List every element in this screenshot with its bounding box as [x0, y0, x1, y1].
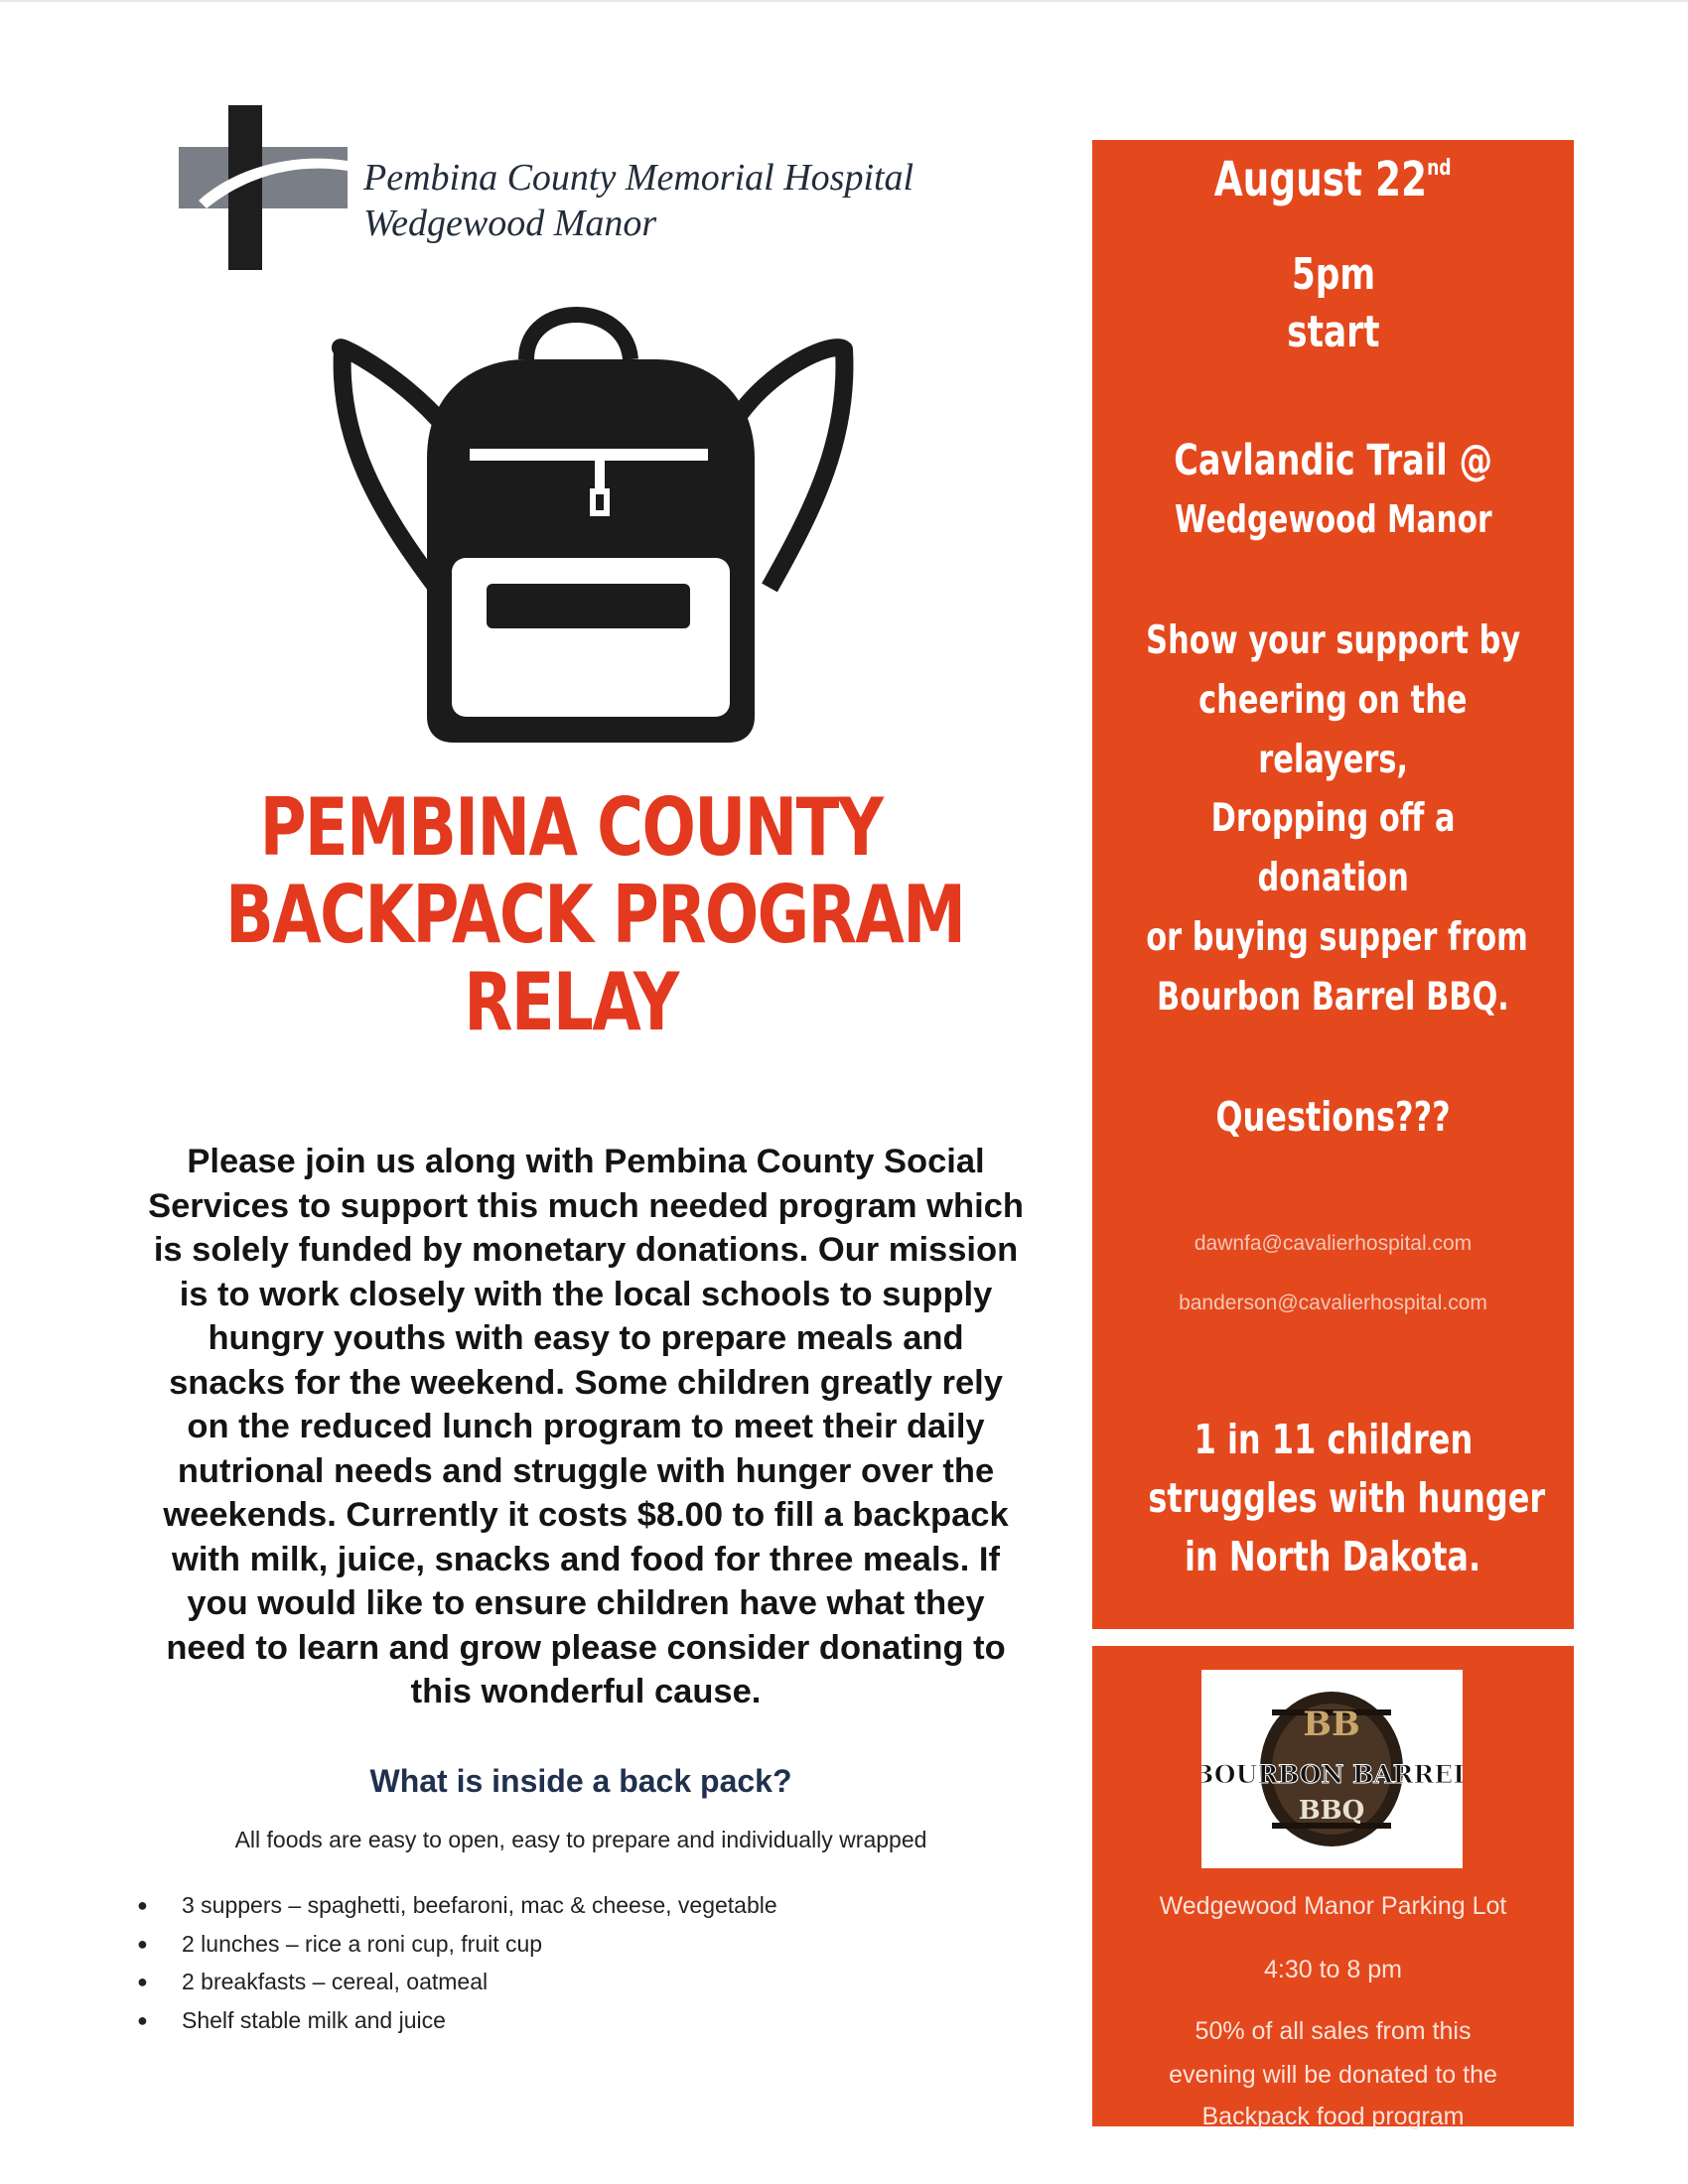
- list-item-text: 2 breakfasts – cereal, oatmeal: [182, 1969, 489, 1994]
- contact-email-link[interactable]: banderson@cavalierhospital.com: [1179, 1292, 1487, 1314]
- title-line3: RELAY: [464, 956, 678, 1048]
- organization-name: [363, 155, 914, 246]
- support-line: [1092, 738, 1574, 782]
- support-line: [1092, 678, 1574, 723]
- bbq-logo-sub: BBQ: [1298, 1796, 1365, 1826]
- list-item-text: 3 suppers – spaghetti, beefaroni, mac & cheese, vegetable: [182, 1892, 777, 1918]
- bbq-hours: 4:30 to 8 pm: [1264, 1956, 1402, 1983]
- support-line-text: or buying supper from: [1146, 915, 1528, 960]
- support-line: [1092, 856, 1574, 900]
- support-line-text: Bourbon Barrel BBQ.: [1157, 975, 1509, 1020]
- event-start: [1092, 307, 1574, 357]
- support-line: [1092, 796, 1574, 841]
- event-date-suffix: nd: [1427, 156, 1452, 181]
- description-line: snacks for the weekend. Some children greatly rely: [169, 1363, 1003, 1402]
- list-item: [129, 1925, 777, 1964]
- program-description: [79, 1140, 1092, 1714]
- event-title: [225, 781, 965, 1048]
- description-line: with milk, juice, snacks and food for three meals. If: [172, 1540, 1000, 1578]
- bourbon-barrel-logo: [1201, 1670, 1463, 1868]
- bbq-note-line: 50% of all sales from this: [1195, 2017, 1472, 2045]
- title-line1: PEMBINA COUNTY: [259, 781, 883, 874]
- description-line: hungry youths with easy to prepare meals and: [208, 1319, 964, 1357]
- bbq-note-line: Backpack food program: [1201, 2103, 1465, 2130]
- description-line: you would like to ensure children have what they: [187, 1584, 985, 1622]
- list-item: [129, 1963, 777, 2001]
- bbq-panel: [1092, 1646, 1574, 2130]
- support-line: [1092, 915, 1574, 960]
- event-start-text: start: [1286, 307, 1380, 357]
- description-line: Please join us along with Pembina County Social: [187, 1143, 985, 1180]
- list-item-text: Shelf stable milk and juice: [182, 2006, 446, 2033]
- description-line: weekends. Currently it costs $8.00 to fill a backpack: [163, 1496, 1009, 1534]
- questions-text: Questions???: [1215, 1093, 1451, 1141]
- bbq-logo-text: BOURBON BARREL: [1201, 1760, 1463, 1789]
- event-date-text: August 22: [1214, 152, 1428, 207]
- support-line-text: relayers,: [1258, 738, 1408, 782]
- stat-line: [1092, 1474, 1574, 1522]
- list-item: [129, 1886, 777, 1925]
- description-line: on the reduced lunch program to meet their daily: [187, 1408, 985, 1445]
- event-time: [1092, 249, 1574, 300]
- list-item: [129, 2001, 777, 2040]
- event-details-panel: [1092, 140, 1574, 1629]
- questions-heading: [1092, 1093, 1574, 1141]
- support-line: [1092, 618, 1574, 663]
- contact-email-link[interactable]: dawnfa@cavalierhospital.com: [1194, 1232, 1473, 1255]
- support-line-text: cheering on the: [1198, 678, 1468, 723]
- event-location: [1092, 436, 1574, 485]
- event-venue: [1092, 497, 1574, 541]
- support-line-text: donation: [1257, 856, 1409, 900]
- event-time-text: 5pm: [1291, 249, 1375, 300]
- title-line2: BACKPACK PROGRAM: [225, 869, 965, 961]
- inside-heading: What is inside a back pack?: [369, 1763, 792, 1799]
- inside-subtitle: All foods are easy to open, easy to prepare and individually wrapped: [234, 1827, 927, 1852]
- stat-line-text: struggles with hunger: [1148, 1474, 1546, 1522]
- stat-line-text: 1 in 11 children: [1194, 1416, 1473, 1463]
- bbq-logo-box: [1201, 1670, 1463, 1868]
- svg-text:BB: BB: [1303, 1705, 1360, 1744]
- description-line: this wonderful cause.: [410, 1673, 762, 1710]
- bullet-icon: ●: [137, 2009, 148, 2030]
- bullet-icon: ●: [137, 1933, 148, 1954]
- hospital-cross-logo: [179, 105, 348, 270]
- org-name-line2: Wedgewood Manor: [363, 203, 657, 244]
- support-line: [1092, 975, 1574, 1020]
- description-line: need to learn and grow please consider donating to: [166, 1628, 1006, 1667]
- description-line: Services to support this much needed program which: [148, 1186, 1024, 1225]
- description-line: is solely funded by monetary donations. Our mission: [153, 1231, 1019, 1269]
- support-line-text: Show your support by: [1145, 618, 1521, 663]
- inside-list: [129, 1886, 777, 2039]
- event-date: [1092, 152, 1574, 207]
- description-line: nutrional needs and struggle with hunger over the: [177, 1451, 995, 1490]
- stat-line: [1092, 1533, 1574, 1580]
- event-venue-text: Wedgewood Manor: [1174, 497, 1492, 541]
- stat-line: [1092, 1416, 1574, 1463]
- bullet-icon: ●: [137, 1972, 148, 1991]
- bbq-location: Wedgewood Manor Parking Lot: [1159, 1892, 1507, 1920]
- list-item-text: 2 lunches – rice a roni cup, fruit cup: [182, 1930, 543, 1957]
- org-name-line1: Pembina County Memorial Hospital: [363, 157, 914, 199]
- bbq-note-line: evening will be donated to the: [1169, 2061, 1497, 2089]
- event-location-text: Cavlandic Trail @: [1174, 436, 1492, 485]
- backpack-icon: [328, 290, 864, 747]
- stat-line-text: in North Dakota.: [1185, 1533, 1481, 1580]
- description-line: is to work closely with the local schools to supply: [179, 1275, 993, 1313]
- bullet-icon: ●: [137, 1895, 148, 1915]
- support-line-text: Dropping off a: [1210, 796, 1456, 841]
